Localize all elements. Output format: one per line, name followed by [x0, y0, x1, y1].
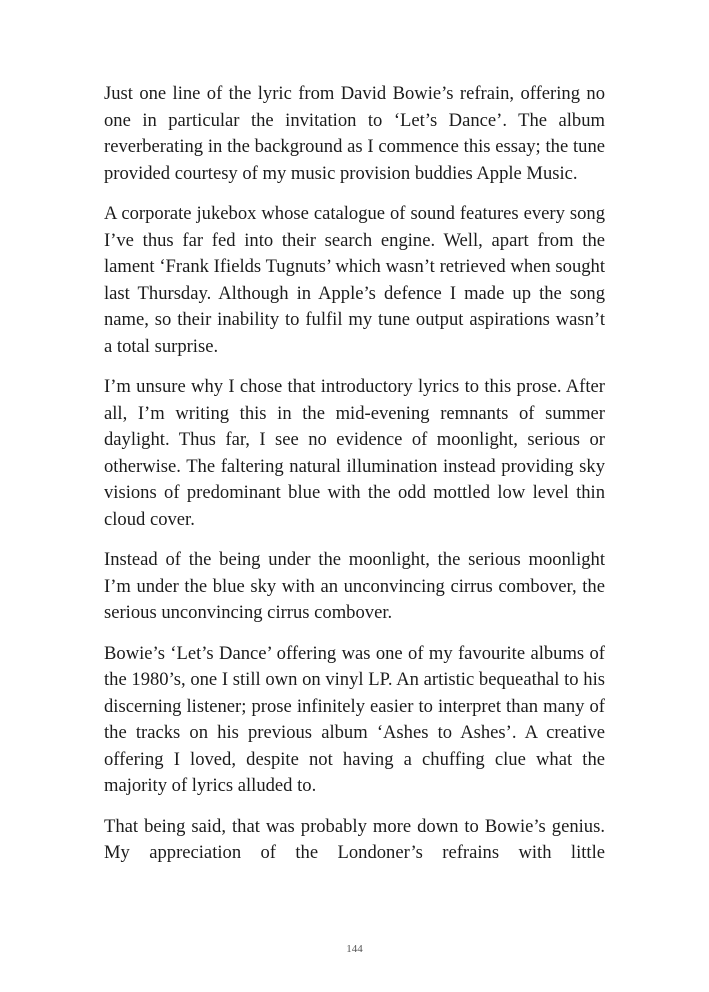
paragraph-4: Instead of the being under the moonlight, the serious moonlight I’m under the blue sky with an unconvincing cirrus combover, the serious unconvincing cirrus combover.: [104, 549, 605, 623]
paragraph-6: That being said, that was probably more down to Bowie’s genius. My appreciation of the Londoner’s refrains with little: [104, 815, 605, 863]
page-body: [104, 81, 605, 867]
paragraph-5: Bowie’s ‘Let’s Dance’ offering was one of my favourite albums of the 1980’s, one I still own on vinyl LP. An artistic bequeathal to his discerning listener; prose infinitely easier to interpret than many of the tracks on his previous album ‘Ashes to Ashes’. A creative offering I loved, despite not having a chuffing clue what the majority of lyrics alluded to.: [104, 642, 605, 796]
paragraph-2: A corporate jukebox whose catalogue of sound features every song I’ve thus far fed into their search engine. Well, apart from the lament ‘Frank Ifields Tugnuts’ which wasn’t retrieved when sought last Thursday. Although in Apple’s defence I made up the song name, so their inability to fulfil my tune output aspirations wasn’t a total surprise.: [104, 203, 605, 357]
paragraph-3: I’m unsure why I chose that introductory lyrics to this prose. After all, I’m writing this in the mid-evening remnants of summer daylight. Thus far, I see no evidence of moonlight, serious or otherwise. The faltering natural illumination instead providing sky visions of predominant blue with the odd mottled low level thin cloud cover.: [104, 376, 605, 530]
paragraph-1: Just one line of the lyric from David Bowie’s refrain, offering no one in particular the invitation to ‘Let’s Dance’. The album reverberating in the background as I commence this essay; the tune provided courtesy of my music provision buddies Apple Music.: [104, 83, 605, 184]
page-number: 144: [346, 943, 363, 955]
